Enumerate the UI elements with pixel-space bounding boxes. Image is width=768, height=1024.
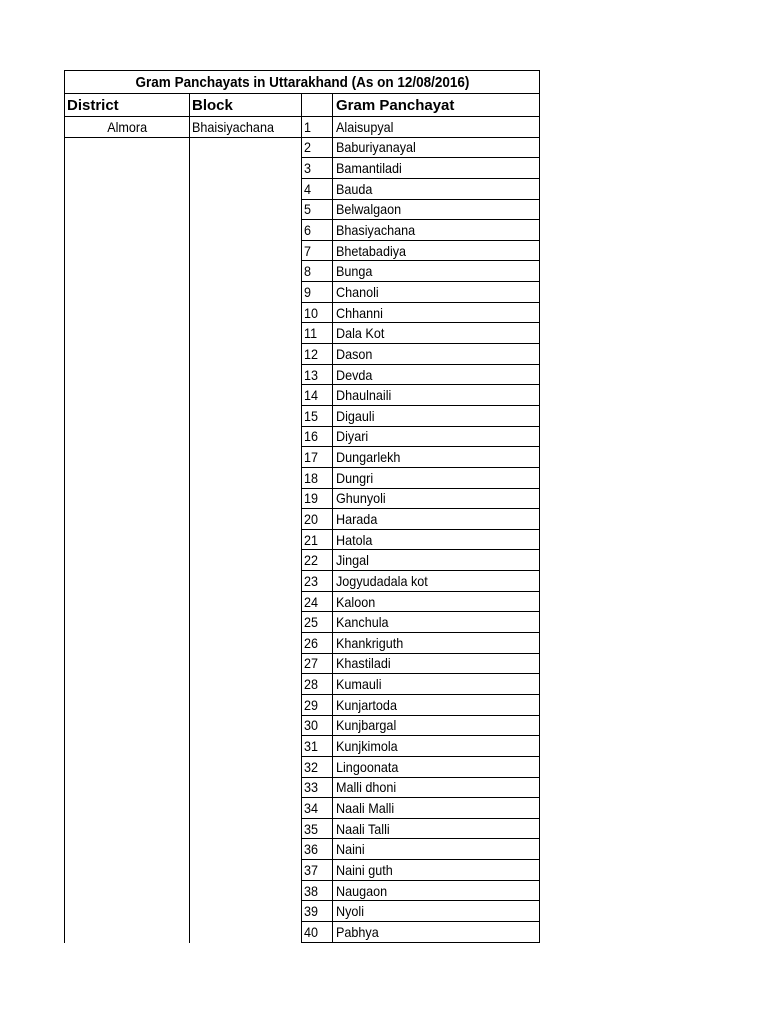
gram-panchayat-cell: [333, 778, 540, 799]
district-cell: [64, 241, 190, 262]
row-number-text: 17: [304, 449, 319, 466]
block-cell: [190, 179, 302, 200]
row-number-text: 32: [304, 758, 319, 775]
row-number-cell: [302, 716, 333, 737]
gram-panchayat-text: Jogyudadala kot: [336, 572, 428, 589]
row-number-text: 31: [304, 738, 319, 755]
gram-panchayat-cell: [333, 509, 540, 530]
block-cell: [190, 695, 302, 716]
row-number-text: 19: [304, 490, 319, 507]
row-number-text: 28: [304, 676, 319, 693]
row-number-cell: [302, 592, 333, 613]
district-cell: [64, 138, 190, 159]
table-row: [64, 592, 540, 613]
row-number-cell: [302, 158, 333, 179]
block-cell: [190, 282, 302, 303]
gram-panchayat-text: Bamantiladi: [336, 160, 402, 177]
row-number-text: 6: [304, 222, 312, 239]
row-number-cell: [302, 344, 333, 365]
row-number-text: 9: [304, 283, 312, 300]
block-cell: [190, 117, 302, 138]
district-cell: [64, 901, 190, 922]
table-row: [64, 303, 540, 324]
district-cell: [64, 509, 190, 530]
table-row: [64, 778, 540, 799]
block-cell: [190, 612, 302, 633]
gram-panchayat-text: Malli dhoni: [336, 779, 397, 796]
header-row: [64, 94, 540, 117]
district-cell: [64, 860, 190, 881]
gram-panchayat-text: Kanchula: [336, 614, 389, 631]
gram-panchayat-cell: [333, 447, 540, 468]
block-cell: [190, 323, 302, 344]
gram-panchayat-text: Dason: [336, 345, 373, 362]
gram-panchayat-text: Naali Malli: [336, 799, 395, 816]
district-cell: [64, 819, 190, 840]
gram-panchayat-cell: [333, 138, 540, 159]
gram-panchayat-text: Naini: [336, 841, 365, 858]
block-cell: [190, 798, 302, 819]
row-number-text: 33: [304, 779, 319, 796]
district-cell: [64, 489, 190, 510]
gram-panchayat-text: Bhetabadiya: [336, 242, 407, 259]
row-number-cell: [302, 881, 333, 902]
district-cell: [64, 778, 190, 799]
row-number-cell: [302, 468, 333, 489]
table-row: [64, 427, 540, 448]
block-cell: [190, 489, 302, 510]
gram-panchayat-cell: [333, 819, 540, 840]
district-cell: [64, 571, 190, 592]
gram-panchayat-text: Diyari: [336, 428, 369, 445]
district-cell: [64, 839, 190, 860]
gram-panchayat-cell: [333, 117, 540, 138]
row-number-text: 37: [304, 861, 319, 878]
district-cell: [64, 200, 190, 221]
gram-panchayat-text: Kunjkimola: [336, 738, 398, 755]
table-row: [64, 158, 540, 179]
block-cell: [190, 406, 302, 427]
gram-panchayat-cell: [333, 241, 540, 262]
gram-panchayat-text: Bauda: [336, 180, 373, 197]
district-cell: [64, 674, 190, 695]
district-cell: [64, 881, 190, 902]
district-cell: [64, 220, 190, 241]
block-cell: [190, 881, 302, 902]
district-cell: [64, 365, 190, 386]
table-row: [64, 736, 540, 757]
gram-panchayat-text: Pabhya: [336, 923, 379, 940]
block-cell: [190, 550, 302, 571]
block-cell: [190, 530, 302, 551]
row-number-text: 5: [304, 201, 312, 218]
district-cell: [64, 633, 190, 654]
gram-panchayat-text: Hatola: [336, 531, 373, 548]
district-cell: [64, 447, 190, 468]
gram-panchayat-text: Chanoli: [336, 283, 379, 300]
block-cell: [190, 220, 302, 241]
row-number-text: 2: [304, 139, 312, 156]
header-district: District: [64, 94, 190, 117]
table-row: [64, 654, 540, 675]
gram-panchayat-cell: [333, 468, 540, 489]
district-cell: [64, 158, 190, 179]
gram-panchayat-text: Kaloon: [336, 593, 376, 610]
row-number-text: 14: [304, 387, 319, 404]
table-row: [64, 220, 540, 241]
table-row: [64, 550, 540, 571]
district-cell: [64, 612, 190, 633]
row-number-text: 36: [304, 841, 319, 858]
block-cell: [190, 716, 302, 737]
row-number-cell: [302, 839, 333, 860]
gram-panchayat-cell: [333, 798, 540, 819]
gram-panchayat-cell: [333, 901, 540, 922]
table-row: [64, 881, 540, 902]
row-number-cell: [302, 447, 333, 468]
row-number-text: 8: [304, 263, 312, 280]
block-cell: [190, 860, 302, 881]
block-cell: [190, 592, 302, 613]
district-cell: [64, 736, 190, 757]
gram-panchayat-cell: [333, 530, 540, 551]
table-row: [64, 860, 540, 881]
block-cell: [190, 365, 302, 386]
gram-panchayat-cell: [333, 736, 540, 757]
district-cell: [64, 117, 190, 138]
row-number-text: 1: [304, 118, 312, 135]
gram-panchayat-text: Digauli: [336, 407, 375, 424]
header-block: Block: [190, 94, 302, 117]
row-number-cell: [302, 860, 333, 881]
gram-panchayat-text: Nyoli: [336, 903, 365, 920]
header-number: [302, 94, 333, 117]
row-number-text: 30: [304, 717, 319, 734]
gram-panchayat-cell: [333, 406, 540, 427]
block-cell: [190, 468, 302, 489]
row-number-text: 7: [304, 242, 312, 259]
row-number-text: 34: [304, 799, 319, 816]
gram-panchayat-cell: [333, 489, 540, 510]
row-number-cell: [302, 509, 333, 530]
block-cell: [190, 778, 302, 799]
gram-panchayat-cell: [333, 881, 540, 902]
row-number-cell: [302, 922, 333, 943]
row-number-text: 12: [304, 345, 319, 362]
gram-panchayat-cell: [333, 633, 540, 654]
row-number-text: 20: [304, 510, 319, 527]
row-number-cell: [302, 674, 333, 695]
gram-panchayat-text: Khastiladi: [336, 655, 391, 672]
table-row: [64, 323, 540, 344]
table-row: [64, 138, 540, 159]
row-number-text: 40: [304, 923, 319, 940]
gram-panchayat-text: Harada: [336, 510, 378, 527]
table-row: [64, 716, 540, 737]
row-number-cell: [302, 633, 333, 654]
block-cell: [190, 654, 302, 675]
row-number-cell: [302, 365, 333, 386]
table-row: [64, 695, 540, 716]
table-row: [64, 365, 540, 386]
table-row: [64, 530, 540, 551]
row-number-cell: [302, 138, 333, 159]
block-cell: [190, 261, 302, 282]
block-cell: [190, 344, 302, 365]
row-number-cell: [302, 736, 333, 757]
block-cell: [190, 819, 302, 840]
row-number-cell: [302, 303, 333, 324]
gram-panchayat-cell: [333, 592, 540, 613]
gram-panchayat-text: Devda: [336, 366, 373, 383]
row-number-cell: [302, 901, 333, 922]
row-number-text: 13: [304, 366, 319, 383]
table-row: [64, 385, 540, 406]
row-number-cell: [302, 819, 333, 840]
gram-panchayat-text: Lingoonata: [336, 758, 399, 775]
gram-panchayat-text: Bhasiyachana: [336, 222, 416, 239]
row-number-text: 24: [304, 593, 319, 610]
gram-panchayat-table: [64, 70, 540, 943]
district-cell: [64, 344, 190, 365]
row-number-text: 3: [304, 160, 312, 177]
table-row: [64, 179, 540, 200]
row-number-text: 27: [304, 655, 319, 672]
district-text: Almora: [107, 118, 147, 135]
gram-panchayat-cell: [333, 158, 540, 179]
block-cell: [190, 633, 302, 654]
gram-panchayat-cell: [333, 282, 540, 303]
gram-panchayat-text: Belwalgaon: [336, 201, 402, 218]
district-cell: [64, 468, 190, 489]
table-row: [64, 261, 540, 282]
header-gram-panchayat: Gram Panchayat: [333, 94, 540, 117]
gram-panchayat-cell: [333, 757, 540, 778]
district-cell: [64, 716, 190, 737]
row-number-cell: [302, 695, 333, 716]
table-row: [64, 901, 540, 922]
table-row: [64, 571, 540, 592]
block-cell: [190, 158, 302, 179]
district-cell: [64, 179, 190, 200]
row-number-text: 4: [304, 180, 312, 197]
row-number-cell: [302, 261, 333, 282]
table-row: [64, 406, 540, 427]
table-row: [64, 200, 540, 221]
block-cell: [190, 922, 302, 943]
gram-panchayat-text: Kunjbargal: [336, 717, 397, 734]
gram-panchayat-text: Khankriguth: [336, 634, 404, 651]
row-number-text: 38: [304, 882, 319, 899]
block-cell: [190, 757, 302, 778]
table-row: [64, 839, 540, 860]
gram-panchayat-cell: [333, 385, 540, 406]
gram-panchayat-cell: [333, 550, 540, 571]
table-body: [64, 117, 540, 943]
table-row: [64, 922, 540, 943]
gram-panchayat-cell: [333, 695, 540, 716]
district-cell: [64, 798, 190, 819]
row-number-text: 18: [304, 469, 319, 486]
row-number-cell: [302, 612, 333, 633]
gram-panchayat-cell: [333, 860, 540, 881]
row-number-cell: [302, 489, 333, 510]
block-cell: [190, 241, 302, 262]
table-row: [64, 509, 540, 530]
block-cell: [190, 427, 302, 448]
district-cell: [64, 261, 190, 282]
district-cell: [64, 757, 190, 778]
row-number-cell: [302, 220, 333, 241]
row-number-text: 23: [304, 572, 319, 589]
gram-panchayat-text: Baburiyanayal: [336, 139, 416, 156]
gram-panchayat-text: Naugaon: [336, 882, 388, 899]
row-number-text: 16: [304, 428, 319, 445]
table-row: [64, 117, 540, 138]
row-number-text: 29: [304, 696, 319, 713]
table-row: [64, 468, 540, 489]
table-title: Gram Panchayats in Uttarakhand (As on 12/08/2016): [135, 73, 469, 91]
block-cell: [190, 736, 302, 757]
row-number-text: 15: [304, 407, 319, 424]
row-number-cell: [302, 530, 333, 551]
gram-panchayat-cell: [333, 716, 540, 737]
row-number-cell: [302, 778, 333, 799]
gram-panchayat-text: Kumauli: [336, 676, 382, 693]
block-cell: [190, 385, 302, 406]
row-number-text: 35: [304, 820, 319, 837]
gram-panchayat-text: Dala Kot: [336, 325, 385, 342]
row-number-text: 10: [304, 304, 319, 321]
district-cell: [64, 695, 190, 716]
district-cell: [64, 592, 190, 613]
gram-panchayat-cell: [333, 427, 540, 448]
row-number-cell: [302, 282, 333, 303]
gram-panchayat-cell: [333, 303, 540, 324]
row-number-cell: [302, 385, 333, 406]
block-cell: [190, 839, 302, 860]
row-number-cell: [302, 200, 333, 221]
gram-panchayat-cell: [333, 612, 540, 633]
block-cell: [190, 447, 302, 468]
row-number-cell: [302, 406, 333, 427]
row-number-cell: [302, 323, 333, 344]
gram-panchayat-cell: [333, 200, 540, 221]
gram-panchayat-cell: [333, 179, 540, 200]
gram-panchayat-cell: [333, 365, 540, 386]
row-number-cell: [302, 117, 333, 138]
table-row: [64, 344, 540, 365]
gram-panchayat-text: Chhanni: [336, 304, 383, 321]
row-number-cell: [302, 179, 333, 200]
table-row: [64, 612, 540, 633]
gram-panchayat-cell: [333, 323, 540, 344]
district-cell: [64, 385, 190, 406]
table-row: [64, 798, 540, 819]
gram-panchayat-cell: [333, 220, 540, 241]
block-text: Bhaisiyachana: [192, 118, 274, 135]
row-number-cell: [302, 550, 333, 571]
gram-panchayat-text: Kunjartoda: [336, 696, 397, 713]
gram-panchayat-text: Naini guth: [336, 861, 393, 878]
row-number-text: 21: [304, 531, 319, 548]
row-number-cell: [302, 798, 333, 819]
block-cell: [190, 571, 302, 592]
row-number-text: 22: [304, 552, 319, 569]
row-number-cell: [302, 241, 333, 262]
gram-panchayat-cell: [333, 571, 540, 592]
gram-panchayat-text: Jingal: [336, 552, 369, 569]
table-row: [64, 633, 540, 654]
table-row: [64, 489, 540, 510]
row-number-text: 25: [304, 614, 319, 631]
gram-panchayat-cell: [333, 674, 540, 695]
table-row: [64, 447, 540, 468]
block-cell: [190, 200, 302, 221]
table-row: [64, 674, 540, 695]
table-row: [64, 282, 540, 303]
row-number-text: 11: [304, 325, 318, 342]
district-cell: [64, 922, 190, 943]
gram-panchayat-cell: [333, 922, 540, 943]
block-cell: [190, 901, 302, 922]
district-cell: [64, 654, 190, 675]
gram-panchayat-cell: [333, 261, 540, 282]
gram-panchayat-text: Naali Talli: [336, 820, 390, 837]
table-row: [64, 241, 540, 262]
row-number-cell: [302, 571, 333, 592]
row-number-text: 26: [304, 634, 319, 651]
row-number-cell: [302, 757, 333, 778]
row-number-cell: [302, 427, 333, 448]
table-row: [64, 819, 540, 840]
block-cell: [190, 138, 302, 159]
gram-panchayat-text: Dungarlekh: [336, 449, 401, 466]
district-cell: [64, 550, 190, 571]
gram-panchayat-cell: [333, 654, 540, 675]
gram-panchayat-text: Dungri: [336, 469, 374, 486]
district-cell: [64, 282, 190, 303]
gram-panchayat-text: Ghunyoli: [336, 490, 386, 507]
district-cell: [64, 323, 190, 344]
block-cell: [190, 303, 302, 324]
district-cell: [64, 303, 190, 324]
table-row: [64, 757, 540, 778]
row-number-cell: [302, 654, 333, 675]
gram-panchayat-cell: [333, 839, 540, 860]
district-cell: [64, 530, 190, 551]
gram-panchayat-text: Bunga: [336, 263, 373, 280]
block-cell: [190, 674, 302, 695]
block-cell: [190, 509, 302, 530]
district-cell: [64, 427, 190, 448]
table-title-row: [64, 70, 540, 94]
gram-panchayat-text: Dhaulnaili: [336, 387, 392, 404]
gram-panchayat-cell: [333, 344, 540, 365]
district-cell: [64, 406, 190, 427]
row-number-text: 39: [304, 903, 319, 920]
gram-panchayat-text: Alaisupyal: [336, 118, 394, 135]
